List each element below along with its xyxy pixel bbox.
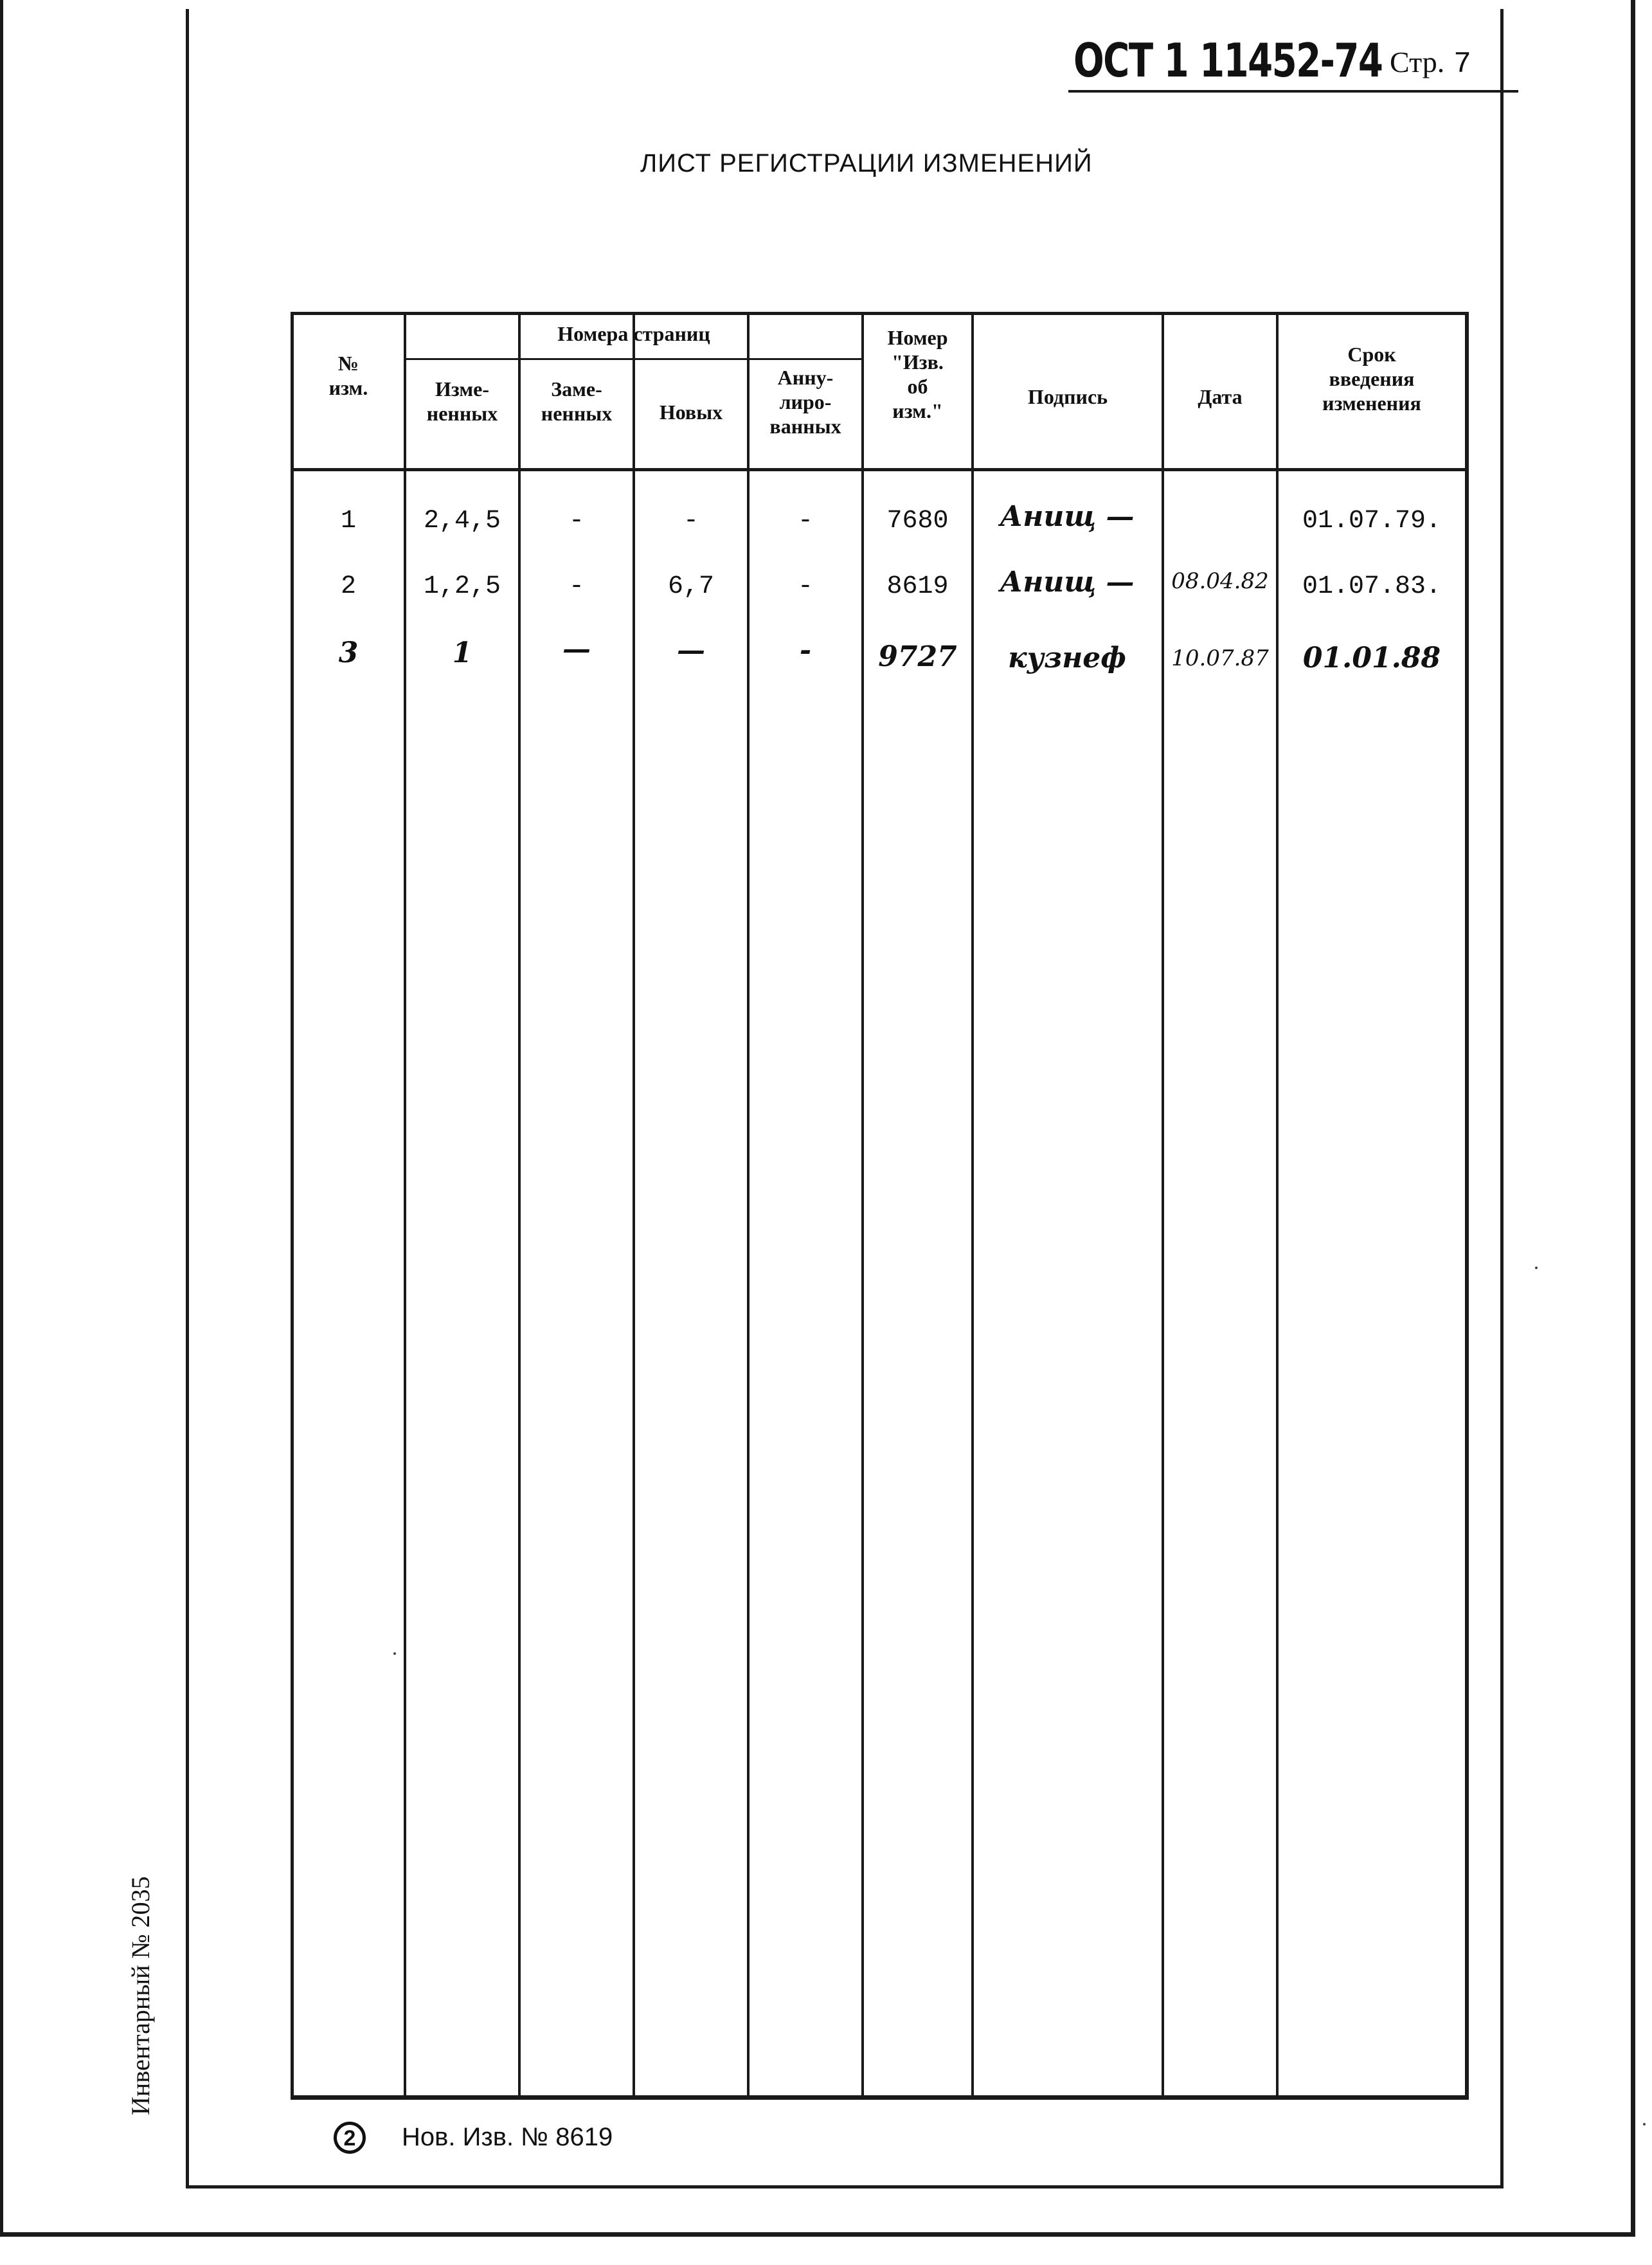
scan-speck [1535,1267,1538,1269]
footer-note: Нов. Изв. № 8619 [402,2123,613,2151]
row3-new: — [677,634,705,667]
row2-annulled: - [797,572,813,601]
row3-date: 10.07.87 [1171,645,1269,671]
row3-annulled: - [799,634,812,667]
header-bottom-rule [291,468,1469,471]
header-notice-number: Номер "Изв. об изм." [887,326,948,422]
header-change-no: № изм. [328,352,368,399]
header-group-rule [404,358,864,360]
row1-change-no: 1 [340,507,356,536]
row2-replaced: - [568,572,584,601]
row3-effective-date: 01.01.88 [1302,642,1441,674]
row3-replaced: — [562,633,591,665]
header-date: Дата [1198,385,1243,408]
scan-speck [393,1652,396,1655]
page-number: 7 [1453,48,1471,81]
sheet-title: ЛИСТ РЕГИСТРАЦИИ ИЗМЕНЕНИЙ [640,149,1093,177]
scan-speck [1643,2123,1646,2125]
header-effective-date: Срок введения изменения [1322,343,1421,415]
header-annulled-pages: Анну- лиро- ванных [769,366,841,438]
header-replaced-pages: Заме- ненных [541,377,613,425]
row1-replaced: - [568,507,584,536]
revision-stamp: 2 [334,2122,366,2154]
row1-signature: Анищ — [1000,500,1135,533]
column-divider [971,312,974,2099]
header-new-pages: Новых [659,401,723,424]
document-code: ОСТ 1 11452-74 [1073,33,1383,87]
row1-effective-date: 01.07.79. [1302,507,1442,536]
row2-change-no: 2 [340,572,356,601]
header-rule [1068,90,1518,93]
row3-notice-no: 9727 [878,640,957,673]
header-changed-pages: Изме- ненных [426,377,498,425]
row2-notice-no: 8619 [886,572,949,601]
row3-changed: 1 [452,636,472,669]
row3-signature: кузнеф [1008,642,1126,674]
row2-signature: Анищ — [1000,566,1135,599]
header-page-numbers: Номера страниц [557,322,710,345]
row1-notice-no: 7680 [886,507,949,536]
row2-changed: 1,2,5 [423,572,501,601]
page-indicator [1390,45,1471,81]
row2-effective-date: 01.07.83. [1302,572,1442,601]
row1-annulled: - [797,507,813,536]
row1-new: - [683,507,699,536]
row2-new: 6,7 [667,572,714,601]
row2-date: 08.04.82 [1171,568,1269,594]
row3-change-no: 3 [338,636,359,669]
inventory-number: Инвентарный № 2035 [126,1876,155,2115]
header-signature: Подпись [1027,385,1108,408]
row1-changed: 2,4,5 [423,507,501,536]
page-label: Стр. [1390,46,1445,78]
